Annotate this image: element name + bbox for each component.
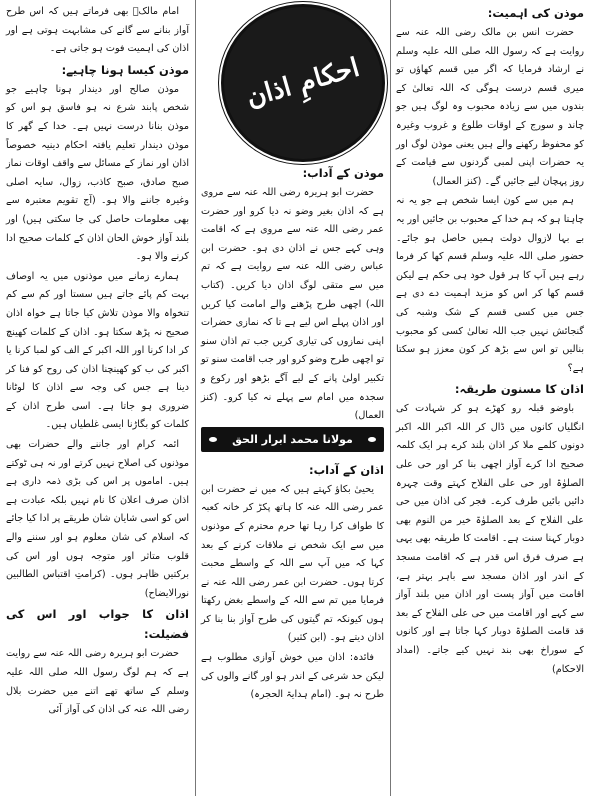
paragraph: فائدہ: اذان میں خوش آوازی مطلوب ہے لیکن حد شرعی کے اندر ہو اور گانے والوں کی طرح نہ ہو۔ (امام ہدایۃ الحجرہ) (201, 652, 384, 701)
right-column (390, 0, 590, 796)
paragraph: حضرت انس بن مالک رضی اللہ عنہ سے روایت ہے کہ رسول اللہ صلی اللہ علیہ وسلم نے ارشاد فرمایا کہ اگر میں قسم کھاؤں تو میری قسم درست ہوگی کہ اللہ تعالیٰ کے بندوں میں سے زیادہ محبوب وہ لوگ ہیں جو چاند و سورج کے اوقات طلوع و غروب وغیرہ کو محفوظ رکھنے والے ہیں یعنی موذن لوگ اور یہ حضرات اپنی لمبی گردنوں سے قیامت کے روز پہچان لیے جائیں گے۔ (کنز العمال) (396, 27, 584, 187)
section-heading: اذان کا مسنون طریقہ: (454, 382, 584, 397)
paragraph: حضرت ابو ہریرہ رضی اللہ عنہ سے روایت ہے کہ ہم لوگ رسول اللہ صلی اللہ علیہ وسلم کے ساتھ تھے اتنے میں حضرت بلال رضی اللہ عنہ کی اذان کی آواز آئی (6, 648, 189, 716)
paragraph: ائمہ کرام اور جاننے والے حضرات بھی موذنوں کی اصلاح نہیں کرتے اور نہ ہی ٹوکتے ہیں۔ اماموں پر اس کی بڑی ذمہ داری ہے اذان صرف اعلان کا نام نہیں بلکہ عبادت ہے اس کو اسی شایان شان طریقے پر ادا کیا جائے کہ اسلام کی شان معلوم ہو اور سننے والے قلوب متاثر اور متوجہ ہوں اور اس کی برکتیں ظاہر ہوں۔ (کرامتِ اقتباس الطالبین نورالایضاح) (6, 439, 189, 599)
paragraph: ہمارے زمانے میں موذنوں میں یہ اوصاف بہت کم پائے جاتے ہیں سستا اور کم سے کم تنخواہ والا موذن تلاش کیا جاتا ہے خواہ اذان صحیح نہ پڑھ سکتا ہو۔ اذان کے کلمات کھینچ کر ادا کرنا اور اللہ اکبر کے الف کو لمبا کرنا یا اکبر کی ب کو کھینچنا اذان کی روح کو فنا کر دینا ہے جس کی وجہ سے اذان کا لوٹانا ضروری ہو جاتا ہے۔ اسی طرح اذان کے کلمات کو بگاڑنا ایسی غلطیاں ہیں۔ (6, 270, 189, 431)
title-emblem (221, 4, 385, 162)
paragraph: حضرت ابو ہریرہ رضی اللہ عنہ سے مروی ہے کہ اذان بغیر وضو نہ دیا کرو اور حضرت عمر رضی اللہ عنہ سے مروی ہے کہ اقامت وہی کہے جس نے اذان دی ہو۔ حضرت ابن عباس رضی اللہ عنہ سے روایت ہے کہ تم میں سے متقی لوگ اذان دیا کریں۔ (کتاب اللہ) اچھی طرح پڑھنے والے امامت کیا کریں اور اذان پہلے اس لیے ہے تا کہ نمازی حضرات اپنی نمازوں کی تیاری کریں جب تم اذان سنو تو اچھی طرح وضو کرو اور جب اقامت سنو تو تکبیر اولیٰ پانے کے لیے آگے بڑھو اور رکوع و سجدہ میں امام سے پہلے نہ کیا کرو۔ (کنز العمال) (201, 187, 384, 422)
author-name: مولانا محمد ابرار الحق (232, 433, 353, 446)
paragraph: موذن صالح اور دیندار ہونا چاہیے جو شخص پابند شرع نہ ہو فاسق ہو اس کو موذن بنانا درست نہیں ہے۔ خدا کے گھر کا موذن دیندار تعلیم یافتہ احکام دینیہ خصوصاً اذان اور نماز کے مسائل سے واقف اوقات نماز صبح صادق، صبح کاذب، زوال، سایہ اصلی وغیرہ جاننے والا ہو۔ (آج تقویم معتبرہ سے بھی معلومات حاصل کی جا سکتی ہیں) اور بلند آواز خوش الحان اذان کے کلمات صحیح ادا کرنے والا ہو۔ (6, 83, 189, 263)
section-heading: اذان کا جواب اور اس کی فضیلت: (6, 607, 189, 642)
left-column (0, 0, 195, 796)
article-title: احکامِ اذان (243, 52, 363, 114)
paragraph: یحییٰ بکاؤ کہتے ہیں کہ میں نے حضرت ابن عمر رضی اللہ عنہ کا ہاتھ پکڑ کر خانہ کعبہ کا طواف کرا رہا تھا حرم محترم کے موذنوں میں سے ایک شخص نے ملاقات کرنے کے بعد کہا کہ میں آپ سے اللہ کے واسطے محبت کرتا ہوں۔ حضرت ابن عمر رضی اللہ عنہ نے فرمایا میں تم سے اللہ کے واسطے بغض رکھتا ہوں کیونکہ تم گیتوں کی طرح آواز بنا بنا کر اذان دیتے ہو۔ (ابن کثیر) (201, 483, 384, 644)
section-heading: موذن کیسا ہونا چاہیے: (61, 62, 189, 77)
section-heading: اذان کے آداب: (309, 462, 384, 477)
paragraph: باوضو قبلہ رو کھڑے ہو کر شہادت کی انگلیاں کانوں میں ڈال کر اللہ اکبر اللہ اکبر دونوں کلمے ملا کر اذان بلند کرے ہر ایک کلمہ صحیح ادا کرے آواز اچھی بنا کر اور حی علی الصلوٰۃ اور حی علی الفلاح کہتے وقت چہرہ دائیں بائیں طرف کرے۔ فجر کی اذان میں حی علی الفلاح کے بعد الصلوٰۃ خیر من النوم بھی دوبار کہنا سنت ہے۔ اقامت کا طریقہ بھی یہی ہے صرف فرق اس قدر ہے کہ اقامت مسجد کے اندر اور اذان مسجد سے باہر بہتر ہے، اقامت میں آواز پست اور اذان میں بلند آواز سے کہے اور اقامت میں حی علی الفلاح کے بعد قد قامت الصلوٰۃ دوبار کہا جاتا ہے اور کانوں کے سوراخ بھی بند نہیں کیے جاتے۔ (امداد الاحکام) (396, 403, 584, 675)
paragraph: امام مالکؒ بھی فرماتے ہیں کہ اس طرح آواز بنانے سے گانے کی مشابہت ہوتی ہے اور اذان کی اہمیت فوت ہو جاتی ہے۔ (6, 6, 189, 55)
column-divider (195, 0, 196, 796)
column-divider (390, 0, 391, 796)
section-heading: موذن کی اہمیت: (487, 6, 584, 20)
section-heading: موذن کے آداب: (302, 166, 384, 180)
author-banner (201, 427, 384, 452)
paragraph: ہم میں سے کون ایسا شخص ہے جو یہ نہ چاہتا ہو کہ ہم خدا کے محبوب بن جائیں اور یہ بے بہا لازوال دولت ہمیں حاصل ہو جائے۔ حضور صلی اللہ علیہ وسلم قسم کھا کر فرما رہے ہیں آپ کا ہر قول خود ہی حکم ہے لیکن قسم کھا کر اس کو مزید اہمیت دے دی ہے جس میں کسی قسم کے شک وشبہ کی گنجائش نہیں جب اللہ تعالیٰ کسی کو محبوب بنالیں تو اس سے بڑھ کر کون معزز ہو سکتا ہے؟ (396, 195, 584, 374)
